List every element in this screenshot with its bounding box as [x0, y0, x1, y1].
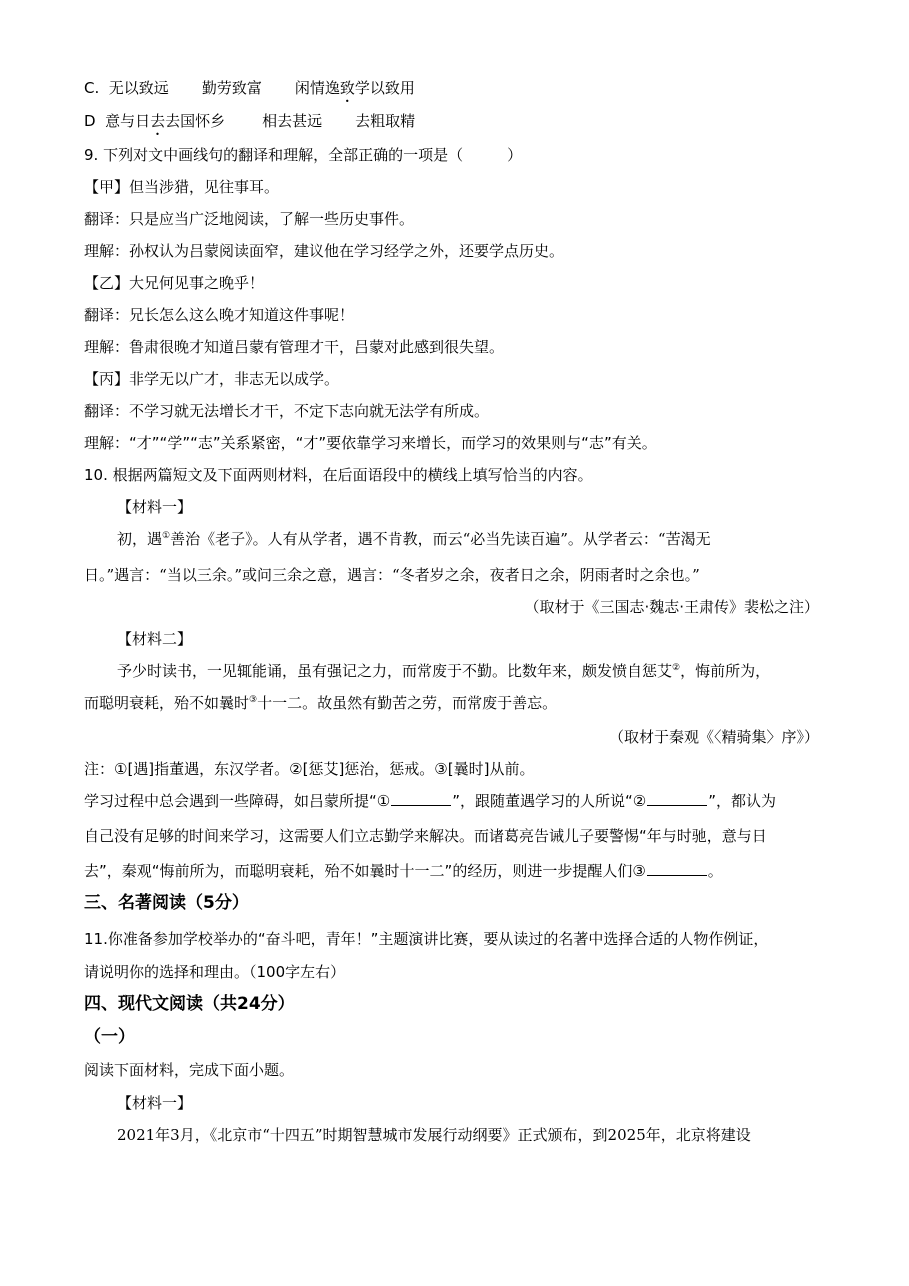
answer-blank-3[interactable] [647, 861, 707, 876]
q9-jia-understanding: 理解：孙权认为吕蒙阅读面窄，建议他在学习经学之外，还要学点历史。 [84, 242, 565, 260]
q10-passage-line-1: 学习过程中总会遇到一些障碍，如吕蒙所提“① ”，跟随董遇学习的人所说“② ”，都认为 [84, 792, 777, 810]
section-3-title: 三、名著阅读（5分） [84, 893, 249, 913]
q10-material-2-heading: 【材料二】 [117, 630, 193, 648]
q10-stem: 10. 根据两篇短文及下面两则材料，在后面语段中的横线上填写恰当的内容。 [84, 466, 593, 484]
q9-jia-sentence: 【甲】但当涉猎，见往事耳。 [84, 178, 280, 196]
q11-line-1: 11.你准备参加学校举办的“奋斗吧，青年！”主题演讲比赛，要从读过的名著中选择合适的人物作例证， [84, 930, 769, 948]
section-4-material-1-line-1: 2021年3月，《北京市“十四五”时期智慧城市发展行动纲要》正式颁布，到2025年，北京将建设 [117, 1126, 751, 1144]
q9-stem: 9. 下列对文中画线句的翻译和理解，全部正确的一项是（ ） [84, 146, 523, 164]
q8-option-d: D 意与日去去国怀乡 相去甚远 去粗取精 [84, 112, 416, 130]
q9-bing-understanding: 理解：“才”“学”“志”关系紧密，“才”要依靠学习来增长，而学习的效果则与“志”有关。 [84, 434, 657, 452]
q10-material-2-line-1: 予少时读书，一见辄能诵，虽有强记之力，而常废于不勤。比数年来，颇发愤自惩艾②，悔前所为， [117, 662, 771, 680]
q9-yi-translation: 翻译：兄长怎么这么晚才知道这件事呢！ [84, 306, 355, 324]
q9-jia-translation: 翻译：只是应当广泛地阅读，了解一些历史事件。 [84, 210, 415, 228]
q10-material-1-source: （取材于《三国志·魏志·王肃传》裴松之注） [524, 598, 819, 616]
q10-notes: 注：①[遇]指董遇，东汉学者。②[惩艾]惩治，惩戒。③[曩时]从前。 [84, 760, 535, 778]
section-4-title: 四、现代文阅读（共24分） [84, 994, 295, 1014]
q8-option-c: C. 无以致远 勤劳致富 闲情逸致学以致用 [84, 79, 415, 97]
section-4-material-1-heading: 【材料一】 [117, 1094, 193, 1112]
answer-blank-1[interactable] [391, 791, 451, 806]
section-4-subheading: （一） [84, 1027, 135, 1047]
q10-material-2-source: （取材于秦观《〈精骑集〉序》） [608, 728, 819, 746]
q10-passage-line-3: 去”，秦观“悔前所为，而聪明衰耗，殆不如曩时十一二”的经历，则进一步提醒人们③ 。 [84, 862, 723, 880]
q10-passage-line-2: 自己没有足够的时间来学习，这需要人们立志勤学来解决。而诸葛亮告诫儿子要警惕“年与时驰，意与日 [84, 827, 767, 845]
q10-material-1-line-1: 初，遇①善治《老子》。人有从学者，遇不肯教，而云“必当先读百遍”。从学者云：“苦渴无 [117, 530, 711, 548]
q10-material-1-line-2: 日。”遇言：“当以三余。”或问三余之意，遇言：“冬者岁之余，夜者日之余，阴雨者时之余也。” [84, 566, 700, 584]
q9-bing-translation: 翻译：不学习就无法增长才干，不定下志向就无法学有所成。 [84, 402, 490, 420]
q9-yi-sentence: 【乙】大兄何见事之晚乎！ [84, 274, 265, 292]
q11-line-2: 请说明你的选择和理由。（100字左右） [84, 963, 346, 981]
q10-material-2-line-2: 而聪明衰耗，殆不如曩时③十一二。故虽然有勤苦之劳，而常废于善忘。 [84, 694, 558, 712]
q9-yi-understanding: 理解：鲁肃很晚才知道吕蒙有管理才干，吕蒙对此感到很失望。 [84, 338, 505, 356]
answer-blank-2[interactable] [647, 791, 707, 806]
q10-material-1-heading: 【材料一】 [117, 498, 193, 516]
section-4-intro: 阅读下面材料，完成下面小题。 [84, 1061, 295, 1079]
q9-bing-sentence: 【丙】非学无以广才，非志无以成学。 [84, 370, 340, 388]
